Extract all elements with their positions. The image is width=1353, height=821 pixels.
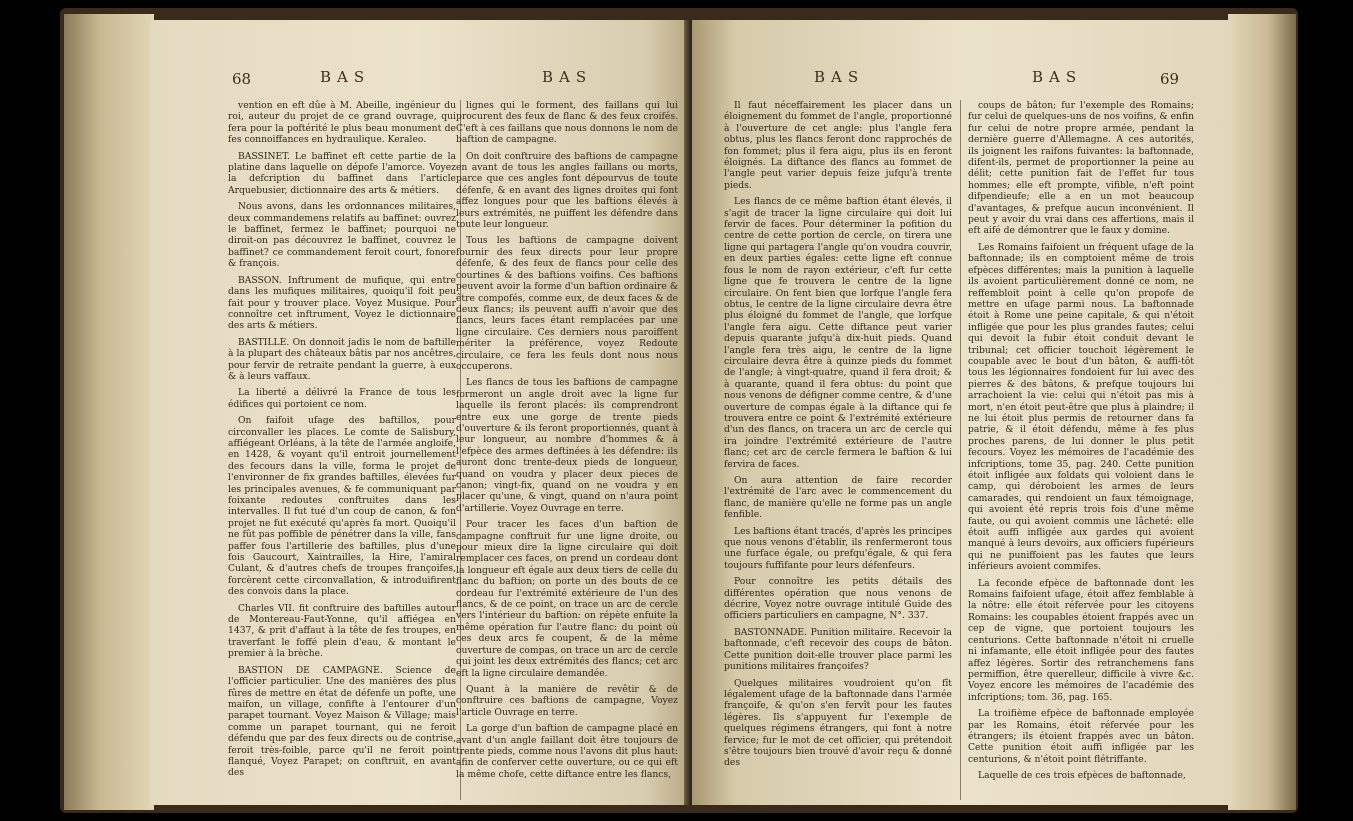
paragraph: La feconde efpèce de baftonnade dont les Romains faifoient ufage, étoit affez femblable à la nôtre: elle étoit réfervée pour les citoyens Romains: les coupables étoient frappés avec un cep de vigne, que portoient toujours les centurions. Cette baftonnade n'étoit ni cruelle ni infamante, elle étoit infligée pour des fautes affez légères. Sortir des retranchemens fans permiffion, être querelleur, difficile à vivre &c. Voyez encore les mémoires de l'académie des infcriptions; tom. 36, pag. 165.	[968, 577, 1194, 703]
right-column-2	[968, 100, 1194, 787]
paragraph: Les flancs de tous les baftions de campagne formeront un angle droit avec la ligne fur laquelle ils feront placés: ils comprendront entre eux une gorge de trente pieds d'ouverture & ils feront proportionnés, quant à leur longueur, au nombre d'hommes & à l'efpèce des armes deftinées à les défendre: ils auront donc trente-deux pieds de longueur, quand on voudra y placer deux pieces de canon; vingt-fix, quand on ne voudra y en placer qu'une, & vingt, quand on n'aura point d'artillerie. Voyez Ouvrage en terre.	[456, 377, 678, 514]
paragraph: Quelques militaires voudroient qu'on fît légalement ufage de la baftonnade dans l'armée françoife, & qu'on s'en fervît pour les fautes légères. Ils s'appuyent fur l'exemple de quelques régimens étrangers, qui font à notre fervice; fur le mot de cet officier, qui prétendoit s'être toujours bien trouvé d'avoir reçu & donné des	[724, 677, 952, 769]
paragraph: Les baftions étant tracés, d'après les principes que nous venons d'établir, ils renfermeront tous une furface égale, ou prefqu'égale, & qui fera toujours fuffifante pour leurs défenfeurs.	[724, 525, 952, 571]
paragraph: On aura attention de faire recorder l'extrémité de l'arc avec le commencement du flanc, de manière qu'elle ne forme pas un angle fenfible.	[724, 475, 952, 521]
paragraph: La gorge d'un baftion de campagne placé en avant d'un angle faillant doit être toujours de trente pieds, comme nous l'avons dit plus haut: afin de conferver cette ouverture, ou ce qui eft la même chofe, cette diftance entre les flancs,	[456, 723, 678, 780]
left-page	[150, 20, 688, 805]
paragraph: La liberté a délivré la France de tous les édifices qui portoient ce nom.	[228, 387, 456, 410]
paragraph: Laquelle de ces trois efpèces de baftonnade,	[978, 770, 1186, 782]
running-head-right-2: BAS	[1032, 68, 1083, 86]
paragraph: Charles VII. fit conftruire des baftilles autour de Montereau-Faut-Yonne, qu'il affiégea en 1437, & prit d'affaut à la tête de fes troupes, en traverfant le foffé plein d'eau, & montant le premier à la brèche.	[228, 602, 456, 660]
paragraph: BASTILLE. On donnoit jadis le nom de baftille à la plupart des châteaux bâtis par nos ancêtres, pour fervir de retraite pendant la guerre, à eux & à leurs vaffaux.	[228, 336, 456, 382]
right-page	[692, 20, 1232, 805]
paragraph: Les flancs de ce même baftion étant élevés, il s'agit de tracer la ligne circulaire qui doit lui fervir de faces. Pour déterminer la pofition du centre de cette portion de cercle, on tirera une ligne qui partagera l'angle qu'on voudra couvrir, en deux parties égales: cette ligne eft connue fous le nom de rayon extérieur, c'eft fur cette ligne que fe trouvera le centre de la ligne circulaire. On fent bien que lorfque l'angle fera obtus, le centre de la ligne circulaire devra être plus éloigné du fommet de l'angle, que lorfque l'angle fera aigu. Cette diftance peut varier depuis quarante jufqu'à dix-huit pieds. Quand l'angle fera très aigu, le centre de la ligne circulaire devra être à quinze pieds du fommet de l'angle; à vingt-quatre, quand il fera droit; & à quarante, quand il fera obtus: du point que nous venons de défigner comme centre, & d'une ouverture de compas égale à la diftance qui fe trouvera entre ce point & l'extrémité extérieure d'un des flancs, on tracera un arc de cercle qui ira joindre l'extrémité extérieure de l'autre flanc; cet arc de cercle fermera le baftion & lui fervira de faces.	[724, 196, 952, 470]
page-edges-right	[1228, 14, 1296, 810]
paragraph: On doit conftruire des baftions de campagne en avant de tous les angles faillans ou morts, parce que ces angles font dépourvus de toute défenfe, & en avant des lignes droites qui font affez longues pour que les baftions élevés à leurs extrémités, ne puiffent les défendre dans toute leur longueur.	[456, 150, 678, 231]
page-number-right: 69	[1160, 70, 1180, 88]
paragraph: Pour tracer les faces d'un baftion de campagne conftruit fur une ligne droite, ou pour mieux dire la ligne circulaire qui doit remplacer ces faces, on prend un cordeau dont la longueur eft égale aux deux tiers de celle du flanc du baftion; on porte un des bouts de ce cordeau fur l'extrémité extérieure de l'un des flancs, & de ce point, on trace un arc de cercle vers l'intérieur du baftion: on répète enfuite la même opération fur l'autre flanc: du point où ces deux arcs fe coupent, & de la même ouverture de compas, on trace un arc de cercle qui joint les deux extrémités des flancs; cet arc eft la ligne circulaire demandée.	[456, 519, 678, 679]
page-edges-left	[64, 14, 154, 810]
paragraph: BASSON. Inftrument de mufique, qui entre dans les mufiques militaires, quoiqu'il foit peu fait pour y trouver place. Voyez Musique. Pour connoître cet inftrument, Voyez le dictionnaire des arts & métiers.	[228, 274, 456, 332]
column-divider	[960, 100, 961, 800]
page-number-left: 68	[232, 70, 252, 88]
paragraph: Les Romains faifoient un fréquent ufage de la baftonnade; ils en comptoient même de trois efpèces différentes; mais la punition à laquelle ils avoient particulièrement donné ce nom, ne reffembloit point à celle qu'on propofe de mettre en ufage parmi nous. La baftonnade étoit à Rome une peine capitale, & qui n'étoit infligée que pour les plus grandes fautes; celui qui devoit la fubir étoit conduit devant le tribunal; cet officier touchoit légèrement le coupable avec le bout d'un bâton, & auffi-tôt tous les légionnaires fondoient fur lui avec des pierres & des bâtons, & prefque toujours lui arrachoient la vie: celui qui n'étoit pas mis à mort, n'en étoit peut-être que plus à plaindre; il ne lui étoit plus permis de retourner dans fa patrie, & il étoit défendu, même à fes plus proches parens, de lui donner le plus petit fecours. Voyez les mémoires de l'académie des infcriptions, tome 35, pag. 240. Cette punition étoit infligée aux foldats qui voloient dans le camp, qui déroboient les armes de leurs camarades, qui rendoient un faux témoignage, qui avoient été repris trois fois d'une même faute, ou qui avoient commis une lâcheté: elle étoit auffi infligée aux gardes qui avoient manqué à leurs devoirs, aux officiers fupérieurs qui ne puniffoient pas les fautes que leurs inférieurs avoient commifes.	[968, 241, 1194, 573]
paragraph: BASTONNADE. Punition militaire. Recevoir la baftonnade, c'eft recevoir des coups de bâton. Cette punition doit-elle trouver place parmi les punitions militaires françoifes?	[724, 626, 952, 673]
paragraph: vention en eft dûe à M. Abeille, ingénieur du roi, auteur du projet de ce grand ouvrage, qui fera pour la poftérité le plus beau monument de fes connoiffances en hydraulique. Keraleo.	[228, 100, 456, 146]
paragraph: Nous avons, dans les ordonnances militaires, deux commandemens relatifs au baffinet: ouvrez le baffinet, fermez le baffinet; pourquoi ne diroit-on pas découvrez le baffinet, couvrez le baffinet? ce commandement feroit court, fonore & françois.	[228, 201, 456, 270]
running-head-right-1: BAS	[814, 68, 865, 86]
paragraph: lignes qui le forment, des faillans qui lui procurent des feux de flanc & des feux croifés. C'eft à ces faillans que nous donnons le nom de baftion de campagne.	[456, 100, 678, 146]
right-column-1	[724, 100, 952, 774]
running-head-left-2: BAS	[542, 68, 593, 86]
running-head-left-1: BAS	[320, 68, 371, 86]
paragraph: Tous les baftions de campagne doivent fournir des feux directs pour leur propre défenfe, & des feux de flancs pour celle des courtines & des baftions voifins. Ces baftions peuvent avoir la forme d'un baftion ordinaire & être compofés, comme eux, de deux faces & de deux flancs; ils peuvent auffi n'avoir que des flancs, leurs faces étant remplacées par une ligne circulaire. Ces derniers nous paroiffent mériter la préférence, voyez Redoute circulaire, ce fera les feuls dont nous nous occuperons.	[456, 235, 678, 372]
paragraph: Il faut néceffairement les placer dans un éloignement du fommet de l'angle, proportionné à l'ouverture de cet angle: plus l'angle fera obtus, plus les flancs feront donc rapprochés de fon fommet; plus il fera aigu, plus ils en feront éloignés. La diftance des flancs au fommet de l'angle peut varier depuis feize jufqu'à trente pieds.	[724, 100, 952, 191]
paragraph: BASTION DE CAMPAGNE. Science de l'officier particulier. Une des manières des plus fûres de mettre en état de défenfe un pofte, une maifon, un village, confifte à l'entourer d'un parapet tournant. Voyez Maison & Village; mais comme un parapet tournant, qui ne feroit défendu que par des feux directs ou de contrise, feroit très-foible, parce qu'il ne feroit point flanqué, Voyez Parapet; on conftruit, en avant des	[228, 664, 456, 779]
paragraph: Pour connoître les petits détails des différentes opération que nous venons de décrire, Voyez notre ouvrage intitulé Guide des officiers particuliers en campagne, N°. 337.	[724, 576, 952, 622]
left-column-1	[228, 100, 456, 784]
paragraph: coups de bâton; fur l'exemple des Romains; fur celui de quelques-uns de nos voifins, & enfin fur celui de notre propre armée, pendant la dernière guerre d'Allemagne. A ces autorités, ils joignent les raifons fuivantes: la baftonnade, difent-ils, permet de proportionner la peine au délit; cette punition fait de l'effet fur tous hommes; elle eft prompte, vifible, n'eft point difpendieufe; elle a en un mot beaucoup d'avantages, & prefque aucun inconvénient. Il peut y avoir du vrai dans ces affertions, mais il eft aifé de démontrer que le faux y domine.	[968, 100, 1194, 237]
paragraph: Quant à la manière de revêtir & de conftruire ces baftions de campagne, Voyez l'article Ouvrage en terre.	[456, 683, 678, 718]
left-column-2	[456, 100, 678, 785]
paragraph: La troifième efpèce de baftonnade employée par les Romains, étoit réfervée pour les étrangers; ils étoient frappés avec un bâton. Cette punition étoit auffi infligée par les centurions, & n'étoit point flétriffante.	[968, 708, 1194, 765]
paragraph: On faifoit ufage des baftillos, pour circonvaller les places. Le comte de Salisbury, affiégeant Orléans, à la tête de l'armée angloife, en 1428, & voyant qu'il entroit journellement des fecours dans la ville, forma le projet de l'environner de fix grandes baftilles, élevées fur les principales avenues, & fe communiquant par foixante redoutes conftruites dans les intervalles. Il fut tué d'un coup de canon, & fon projet ne fut exécuté qu'après fa mort. Quoiqu'il ne fût pas poffible de pénétrer dans la ville, fans paffer fous l'artillerie des baftilles, plus d'une fois Gaucourt, Xaintrailles, la Hire, l'amiral Culant, & d'autres chefs de troupes françoifes, forcèrent cette circonvallation, & introduifirent des convois dans la place.	[228, 415, 456, 598]
paragraph: BASSINET. Le baffinet eft cette partie de la platine dans laquelle on dépofe l'amorce. Voyez la defcription du baffinet dans l'article Arquebusier, dictionnaire des arts & métiers.	[228, 150, 456, 196]
